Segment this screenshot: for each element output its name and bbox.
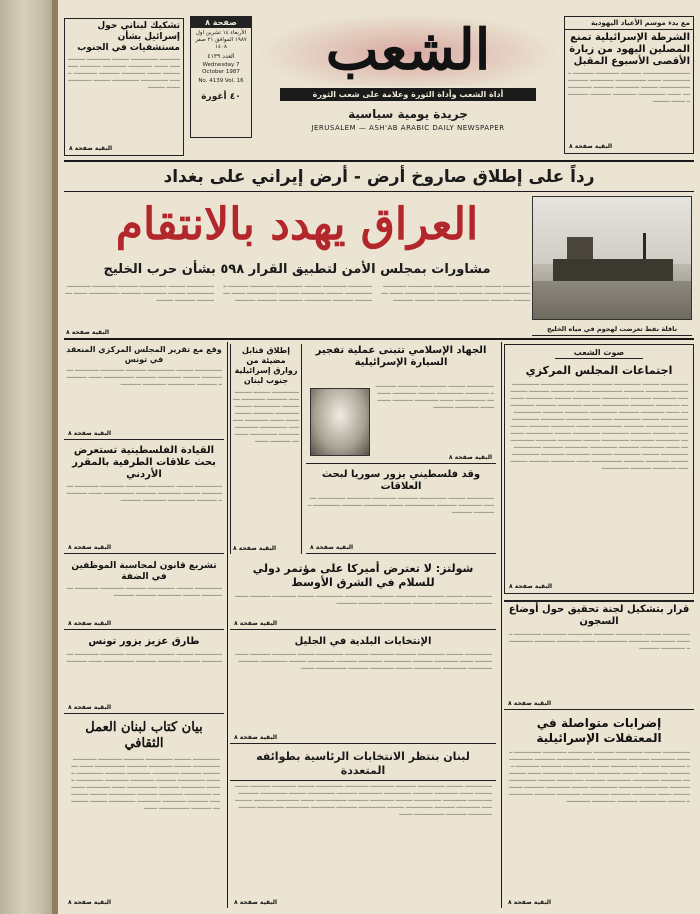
left-story-3-headline: تشريع قانون لمحاسبة الموظفين في الضفة (71, 561, 217, 582)
photo-caption: ناقلة نفط تعرضت لهجوم في مياه الخليج (546, 325, 678, 333)
column-box-title: اجتماعات المجلس المركزي (525, 364, 673, 377)
middle-story-2-headline: وقد فلسطيني يزور سوريا لبحث العلاقات (321, 469, 481, 492)
lead-body-col-2: ─────── ─────── ───── ──────── ─────── ────── ───────── ───── ─────── ────── ───────── ──── ─────── ────── ──────── ─────── ────── ────── (223, 284, 372, 304)
middle-story-1-headline: الجهاد الإسلامي تتبنى عملية تفجير السيارة الإسرائيلية (315, 345, 487, 368)
top-left-body: ────── ──────── ───── ─────── ──────── ──── ─────── ─────── ────── ──────── ──── ─────── ────── ─────── ──── ──────── ──────── ───── ─────── ──── ───── (68, 57, 180, 91)
middle-story-6-body: ──────── ───── ──────── ────── ─────── ─────── ──────── ───── ─────── ────── ───────── ──── ────── (66, 652, 222, 665)
middle-story-3-more: البقية صفحة ٨ (234, 620, 278, 627)
top-right-box (564, 16, 694, 154)
portrait (310, 388, 370, 456)
column-box-body: ──────── ───── ──────── ────── ─────── ─────── ──────── ───── ─────── ────── ───────── ──── ─────── ────── ──────── ─────── ────── ──────── ──────── ───── ──────── ────── ─────── ─────── ──────── ───── ─────── ────── ───────── ──── ─────── ────── ──────── ─────── ────── ──────── ──────── ───── ──────── ────── ─────── ─────── ──────── ───── ─────── ────── ───────── ──── ─────── ────── ──────── ─────── ────── ──────── ──────── ───── ──────── ────── ─────── ─────── ──────── ───── ─────── ────── ───────── ──── ─────── ────── ──────── ─────── ────── ──────── ──────── ───── ──────── ────── ─────── ─────── ──────── ───── ─────── ────── ───────── ──── ─────── ────── ──────── ─────── ────── ──────── (510, 382, 688, 472)
column-rule-1 (501, 342, 502, 908)
middle-story-8-body: ──────── ───── ──────── ────── ─────── ─────── ──────── ───── ─────── ────── ───────── ──── ─────── ────── ──────── ─────── ────── ──────── ───── ──────── ────── ─────── ─────── ──────── ───── ─────── ────── ───────── ──── ─────── ────── ──────── ─────── ────── ──────── ───── ──────── ────── ─────── ─────── ──────── ───── ─────── ────── ───────── ──── (235, 784, 492, 818)
date-ar: الأربعاء ١٤ تشرين اول ١٩٨٧ الموافق ٢١ صفر ١٤٠٨ (195, 30, 247, 50)
middle-story-3 (230, 560, 496, 630)
masthead-subtitle-en: JERUSALEM — ASH'AB ARABIC DAILY NEWSPAPER (311, 124, 505, 132)
left-story-1 (64, 344, 224, 440)
bottom-left-body: ──────── ───── ──────── ────── ─────── ─────── ──────── ───── ─────── ────── ───────── ──── ─────── ────── ──────── ─────── ────── ──────── ───── ──────── ────── ─────── ─────── ──────── ───── ─────── ────── ───────── ──── ─────── ────── ──────── ─────── ────── ──────── ───── ──────── ────── ─────── ─────── ──────── ───── ─────── ────── ───────── ──── (71, 757, 220, 812)
middle-story-5-body: ──────── ───── ──────── ────── ─────── ─────── ──────── ───── ─────── ────── ───────── ──── ─────── ────── ──────── ─────── ────── ──────── ───── ──────── ────── ─────── ─────── ──────── ───── ─────── ────── ───────── ──── ─────── ────── ──────── ─────── ────── ──────── ───── ──────── ────── ─────── ─────── ──────── ───── ─────── ────── ───────── ──── ─────── ────── ──────── ─────── ────── ──────── ───── ──────── ────── ─────── ─────── (509, 750, 690, 805)
middle-story-6-more: البقية صفحة ٨ (68, 704, 112, 711)
top-right-more: البقية صفحة ٨ (569, 143, 613, 150)
lead-bottom-rule (64, 338, 694, 340)
photo-sky (533, 197, 691, 264)
column-box-more: البقية صفحة ٨ (509, 583, 553, 590)
top-left-box (64, 18, 184, 156)
left-story-3-body: ──────── ───── ──────── ────── ─────── ─────── ──────── ───── ─────── ────── ────── (66, 586, 222, 599)
middle-story-3-headline: شولتز: لا تعترض أميركا على مؤتمر دولي للسلام في الشرق الأوسط (252, 562, 474, 589)
middle-story-2-body: ──────── ───── ──────── ────── ─────── ─────── ──────── ───── ─────── ────── ───────── ──── ─────── ────── ──────── ─────── ────── (308, 496, 494, 516)
middle-story-7-body: ──────── ───── ──────── ────── ─────── ─────── ──────── ───── ─────── ────── ───────── ──── ─────── ────── ──────── ─────── ────── ──────── ────── ────── ──── (233, 390, 299, 445)
masthead-subtitle-ar: جريدة يومية سياسية (348, 107, 468, 121)
left-story-2-body: ──────── ───── ──────── ────── ─────── ─────── ──────── ───── ─────── ────── ───────── ──── ─────── ────── ──────── ─────── ────── (66, 484, 222, 504)
column-box-header: صوت الشعب (555, 347, 643, 359)
middle-story-6-headline: طارق عزيز يزور تونس (88, 636, 200, 647)
newspaper-page (58, 0, 700, 914)
left-story-4 (230, 634, 496, 744)
middle-story-6 (64, 634, 224, 714)
left-story-2-more: البقية صفحة ٨ (68, 544, 112, 551)
left-story-1-body: ──────── ───── ──────── ────── ─────── ─────── ──────── ───── ─────── ────── ───────── ──── ─────── ────── ──────── ─────── ────── (66, 368, 222, 388)
top-right-headline: الشرطة الإسرائيلية تمنع المصلين اليهود من زيارة الأقصى الأسبوع المقبل (569, 32, 690, 67)
left-story-1-more: البقية صفحة ٨ (68, 430, 112, 437)
left-story-3 (64, 560, 224, 630)
middle-story-8-headline: لبنان بنتظر الانتخابات الرئاسية بطوائفه المتعددة (230, 748, 496, 781)
lead-body-col-3: ──────── ───── ──────── ────── ─────── ─────── ──────── ───── ─────── ────── ───────── ──── ─────── ────── ───── (65, 284, 214, 304)
date-en: Wednesday 7 October 1987 (202, 62, 240, 75)
left-story-3-more: البقية صفحة ٨ (68, 620, 112, 627)
price: ٤٠ أغورة (201, 92, 241, 102)
masthead-rule (64, 160, 694, 162)
middle-story-4-headline: قرار بتشكيل لجنة تحقيق حول أوضاع السجون (508, 604, 690, 627)
bottom-left-story (64, 718, 224, 908)
middle-story-4-more: البقية صفحة ٨ (508, 700, 552, 707)
left-story-2 (64, 444, 224, 554)
middle-story-5-more: البقية صفحة ٨ (508, 899, 552, 906)
middle-story-1-body: ──────── ───── ──────── ────── ─────── ─────── ──────── ───── ─────── ────── ───────── ──── ─────── ────── ──────── ─────── ────── (375, 384, 494, 411)
middle-story-2 (306, 468, 496, 554)
left-story-4-body: ──────── ───── ──────── ────── ─────── ─────── ──────── ───── ─────── ────── ───────── ──── ─────── ────── ──────── ─────── ────── ──────── ───── ──────── ────── ─────── ─────── ──────── ───── ─────── ────── ───────── ──── (235, 652, 492, 672)
lead-kicker (64, 164, 694, 190)
column-box (504, 344, 694, 594)
left-story-4-more: البقية صفحة ٨ (234, 734, 278, 741)
lead-more: البقية صفحة ٨ (66, 329, 110, 336)
middle-story-2-more: البقية صفحة ٨ (310, 544, 354, 551)
lead-body (64, 284, 530, 336)
masthead (260, 14, 556, 156)
book-binding (0, 0, 59, 914)
lead-headline-block (64, 194, 530, 256)
top-left-headline: تشكيك لبناني حول إسرائيل بشأن مستشفيات في الجنوب (77, 21, 180, 53)
photo-sea (533, 281, 691, 320)
middle-story-4 (504, 600, 694, 710)
middle-story-8 (230, 748, 496, 908)
ship-hull (553, 259, 673, 281)
pages-count: صفحة ٨ (191, 17, 251, 28)
tanker-photo (532, 196, 692, 320)
lead-kicker-text: رداً على إطلاق صاروخ أرض - أرض إيراني على بغداد (163, 167, 595, 187)
lead-subhead-block (64, 258, 530, 282)
middle-story-4-body: ──────── ───── ──────── ────── ─────── ─────── ──────── ───── ─────── ────── ───────── ──── ─────── ────── ──────── ─────── ────── (509, 632, 690, 652)
lead-body-col-1: ──────── ───── ──────── ────── ─────── ─────── ──────── ───── ─────── ────── ───────── ──── ─────── ────── ──────── ─────── ────── ────── (381, 284, 530, 304)
left-story-4-headline: الإنتخابات البلدية في الجليل (294, 636, 432, 647)
middle-story-8-more: البقية صفحة ٨ (234, 899, 278, 906)
lead-headline: العراق يهدد بالانتقام (115, 199, 479, 250)
photo-caption-block (532, 322, 692, 336)
middle-story-7 (230, 344, 302, 554)
ship-bridge (567, 237, 593, 259)
issue-ar: العدد ٤١٣٩ (207, 53, 235, 60)
kicker-rule (64, 191, 694, 192)
middle-story-5-headline: إضرابات متواصلة في المعتقلات الإسرائيلية (536, 716, 662, 745)
bottom-left-more: البقية صفحة ٨ (68, 899, 112, 906)
masthead-logo: الشعب (260, 14, 556, 86)
middle-story-7-more: البقية صفحة ٨ (233, 545, 277, 552)
middle-story-5 (504, 714, 694, 908)
bottom-left-headline: بيان كتاب لبنان العمل الثقافي (85, 720, 203, 751)
middle-story-3-body: ──────── ───── ──────── ────── ─────── ─────── ──────── ───── ─────── ────── ───────── ──── ─────── ────── ──────── ─────── ────── (235, 594, 492, 607)
middle-story-7-headline: إطلاق قنابل مضيئة من زوارق إسرائيلية جنوب لبنان (234, 346, 298, 385)
top-right-body: ────────────── ────── ─────── ────── ───────── ──── ───────── ─────── ────── ───────── ───── ─────── ────── ───────── ──── ──────── ─────── ────── ─────── ──── ───── (568, 71, 690, 105)
middle-story-1-more: البقية صفحة ٨ (448, 454, 492, 461)
column-rule-2 (227, 342, 228, 908)
middle-story-1 (306, 344, 496, 464)
issue-en: No. 4139 Vol. 16 (198, 78, 244, 84)
date-panel (190, 16, 252, 138)
left-story-2-headline: القيادة الفلسطينية تستعرض بحث علاقات الطرفية بالمقرر الأردني (72, 445, 216, 480)
top-left-more: البقية صفحة ٨ (69, 145, 113, 152)
left-story-1-headline: وقع مع تقرير المجلس المركزي المنعقد في تونس (66, 345, 222, 364)
masthead-motto: أداة الشعب وأداة الثورة وعلامة على شعب الثورة (280, 88, 536, 101)
ship-mast (643, 233, 646, 259)
top-right-kicker: مع بدء موسم الأعياد اليهودية (565, 17, 693, 30)
lead-subhead: مشاورات بمجلس الأمن لتطبيق القرار ٥٩٨ بشأن حرب الخليج (103, 262, 491, 277)
